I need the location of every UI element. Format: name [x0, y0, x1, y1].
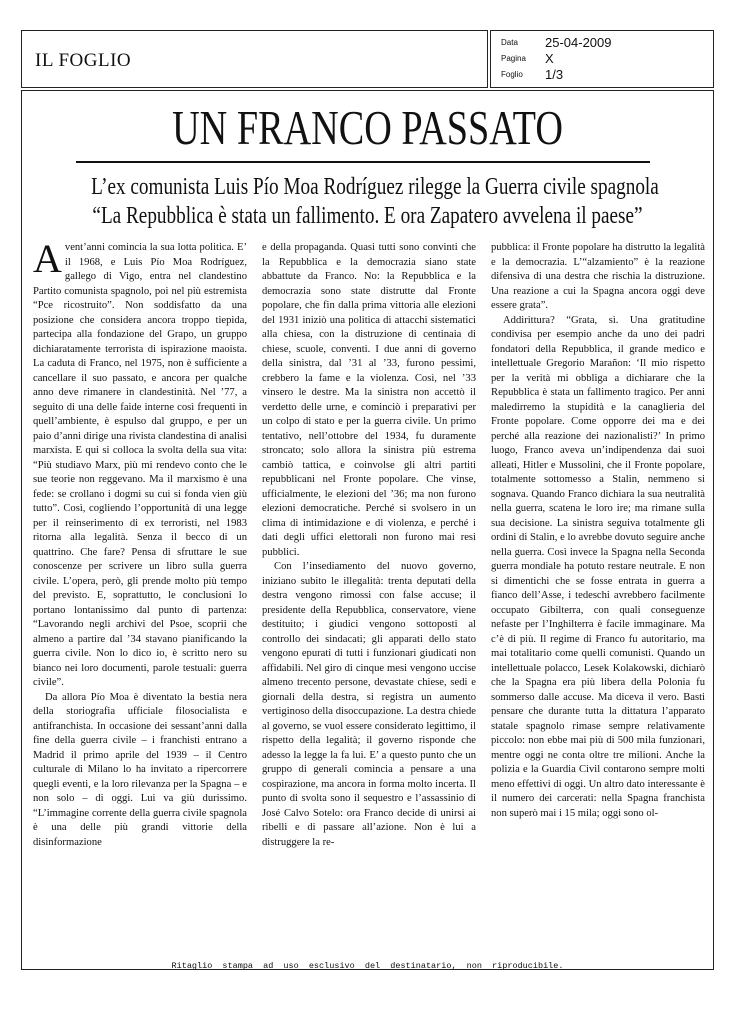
- drop-cap: A: [33, 241, 62, 281]
- subhead-line-1: L’ex comunista Luis Pío Moa Rodríguez rilegge la Guerra civile spagnola: [91, 174, 659, 200]
- metadata-box: [490, 30, 714, 88]
- meta-value-pagina: X: [545, 51, 554, 66]
- paragraph: Da allora Pío Moa è diventato la bestia nera della storiografia ufficiale filosocialista e antifranchista. In occasione dei sessant’anni dalla fine della guerra civile – i franchisti entrano a Madrid il primo aprile del 1939 – il Centro culturale di Milano lo ha invitato a ripercorrere quegli eventi, e la loro rilevanza per la Spagna – e non solo – di oggi. Lui va giù durissimo. “L’immagine corrente della guerra civile spagnola è una delle più grandi vittorie della disinformazione: [33, 691, 247, 848]
- meta-value-data: 25-04-2009: [545, 35, 612, 50]
- article-frame: [21, 90, 714, 970]
- article-column-3: [491, 241, 705, 963]
- paragraph-text: vent’anni comincia la sua lotta politica. E’ il 1968, e Luis Pío Moa Rodríguez, gallego di Vigo, entra nel clandestino Partito comunista spagnolo, poi nel più estremista “Pce ricostruito”. Non soddisfatto da una posizione che considera ancora troppo tiepida, partecipa alla fondazione del Grapo, un gruppo dichiaratamente terrorista di ispirazione maoista. La caduta di Franco, nel 1975, non è sufficiente a cancellare il suo passato, e ancora per qualche anno deve rimanere in clandestinità. Nel ’77, a seguito di una delle faide interne così frequenti in quell’ambiente, è espulso dal gruppo, e per un paio d’anni dirige una rivista clandestina di analisi marxista. E qui si colloca la svolta della sua vita: “Più studiavo Marx, più mi rendevo conto che le sue teorie non reggevano. Ma il marxismo è una fede: se crollano i dogmi su cui si fonda vien giù tutto”. Così, cogliendo l’opportunità di una legge per il reinserimento di ex terroristi, nel 1983 ritorna alla legalità. Senza il becco di un quattrino. Che fare? Pensa di sfruttare le sue conoscenze per scrivere un libro sulla guerra civile. L’opera, però, gli prende molto più tempo del previsto. E, soprattutto, le conclusioni lo portano lontanissimo dal punto di partenza: “Lavorando negli archivi del Psoe, scoprii che almeno a partire dal ’34 stavano pianificando la guerra civile. Non lo dico io, è scritto nero su bianco nei loro documenti, parole testuali: guerra civile”.: [33, 242, 247, 688]
- meta-value-foglio: 1/3: [545, 67, 564, 82]
- subhead-line-2: “La Repubblica è stata un fallimento. E ora Zapatero avvelena il paese”: [92, 203, 643, 229]
- meta-row-pagina: [501, 51, 711, 67]
- article-column-2: [262, 241, 476, 963]
- meta-label-pagina: Pagina: [501, 54, 526, 63]
- paragraph: Addirittura? “Grata, sì. Una gratitudine condivisa per esempio anche da uno dei padri fondatori della Repubblica, il grande medico e intellettuale Gregorio Marañon: ‘Il mio rispetto per la verità mi obbliga a dichiarare che la Repubblica è stata un fallimento tragico. Per anni maledirremo la stupidità e la canaglieria del Fronte popolare. Come opporre dei ma e dei perché alla reazione dei nazionalisti?’ In primo luogo, Franco aveva un’indipendenza dai suoi alleati, Hitler e Mussolini, che il Fronte popolare, totalmente sottomesso a Stalin, nemmeno si sognava. Quando Franco dichiara la sua neutralità nella guerra, scatena le loro ire; ma rimane sulla sua decisione. La sinistra seguiva totalmente gli ordini di Stalin, e lo avrebbe dovuto seguire anche nella guerra. Così invece la Spagna nella Seconda guerra mondiale ha potuto restare neutrale. E non si dimentichi che se fosse entrata in guerra a fianco dell’Asse, i tedeschi avrebbero facilmente occupato Gibilterra, con quali conseguenze nefaste per l’Inghilterra è facile immaginare. Ma c’è di più. Il regime di Franco fu autoritario, ma mai totalitario come quelli comunisti. Quando un intellettuale polacco, Lesek Kolakowski, dichiarò che la Spagna era più libera della Polonia fu sommerso dalle accuse. Ma diceva il vero. Basti pensare che durante tutta la dittatura l’apparato statale spagnolo rimase sempre relativamente piccolo: non ebbe mai più di 500 mila funzionari, mentre oggi ne conta oltre tre milioni. Anche la polizia e la Guardia Civil contarono sempre molti meno effettivi di oggi. Un altro dato interessante è il numero dei carcerati: nella Spagna franchista non superò mai i 15 mila; oggi sono ol-: [491, 314, 705, 819]
- meta-row-data: [501, 35, 711, 51]
- meta-row-foglio: [501, 67, 711, 83]
- paragraph: pubblica: il Fronte popolare ha distrutto la legalità e la democrazia. L’“alzamiento” è la reazione difensiva di una destra che rischia la distruzione. Una reazione a cui la Spagna ancora oggi deve essere grata”.: [491, 242, 705, 311]
- paragraph: [33, 241, 247, 691]
- paragraph: e della propaganda. Quasi tutti sono convinti che la Repubblica e la democrazia siano state abbattute da Franco. No: la Repubblica e la democrazia sono state distrutte dal Fronte popolare, che fin dalla prima vittoria alle elezioni del 1931 iniziò una politica di attacchi sistematici alla chiesa, con la distruzione di centinaia di chiese, scuole, conventi. I due anni di governo della sinistra, dal ’31 al ’33, furono pessimi, crebbero la fame e la violenza. Così, nel ’33 vinsero le destre. Ma la sinistra non accettò il verdetto delle urne, e cominciò i preparativi per un colpo di stato e per la guerra civile. Un primo tentativo, nell’ottobre del 1934, fu duramente stroncato; solo allora la sinistra più estrema cambiò tattica, e coinvolse gli altri partiti repubblicani nel Fronte popolare. Che vinse, ufficialmente, le elezioni del ’36; ma non furono elezioni democratiche. Perché si svolsero in un clima di intimidazione e di violenza, e perché i dati degli uffici elettorali non furono mai resi pubblici.: [262, 242, 476, 558]
- meta-label-data: Data: [501, 38, 518, 47]
- paragraph: Con l’insediamento del nuovo governo, iniziano subito le illegalità: trenta deputati della destra vengono rimossi con false accuse; il presidente della Repubblica, conservatore, viene destituito; i giudici vengono sottoposti al controllo dei sindacati; gli apparati dello stato vengono epurati di tutti i funzionari giudicati non affidabili. Nel giro di cinque mesi vengono uccise almeno trecento persone, devastate chiese, sedi e giornali della destra, si registra un aumento vertiginoso della disoccupazione. La destra chiede al governo, se vuol essere considerato legittimo, il rispetto della legalità; il governo risponde che adesso la legge la fa lui. E’ a questo punto che un gruppo di generali comincia a pensare a una cospirazione, ma ancora in forma molto incerta. Il punto di svolta sono il sequestro e l’assassinio di José Calvo Sotelo: ora Franco decide di unirsi ai ribelli e di passare all’azione. Non è lui a distruggere la re-: [262, 561, 476, 848]
- article-columns: [33, 241, 705, 963]
- meta-label-foglio: Foglio: [501, 70, 523, 79]
- masthead-box: [21, 30, 488, 88]
- headline: UN FRANCO PASSATO: [172, 100, 563, 155]
- masthead: IL FOGLIO: [35, 50, 132, 71]
- headline-rule: [76, 161, 650, 163]
- article-column-1: [33, 241, 247, 963]
- footer-notice: Ritaglio stampa ad uso esclusivo del destinatario, non riproducibile.: [171, 961, 564, 971]
